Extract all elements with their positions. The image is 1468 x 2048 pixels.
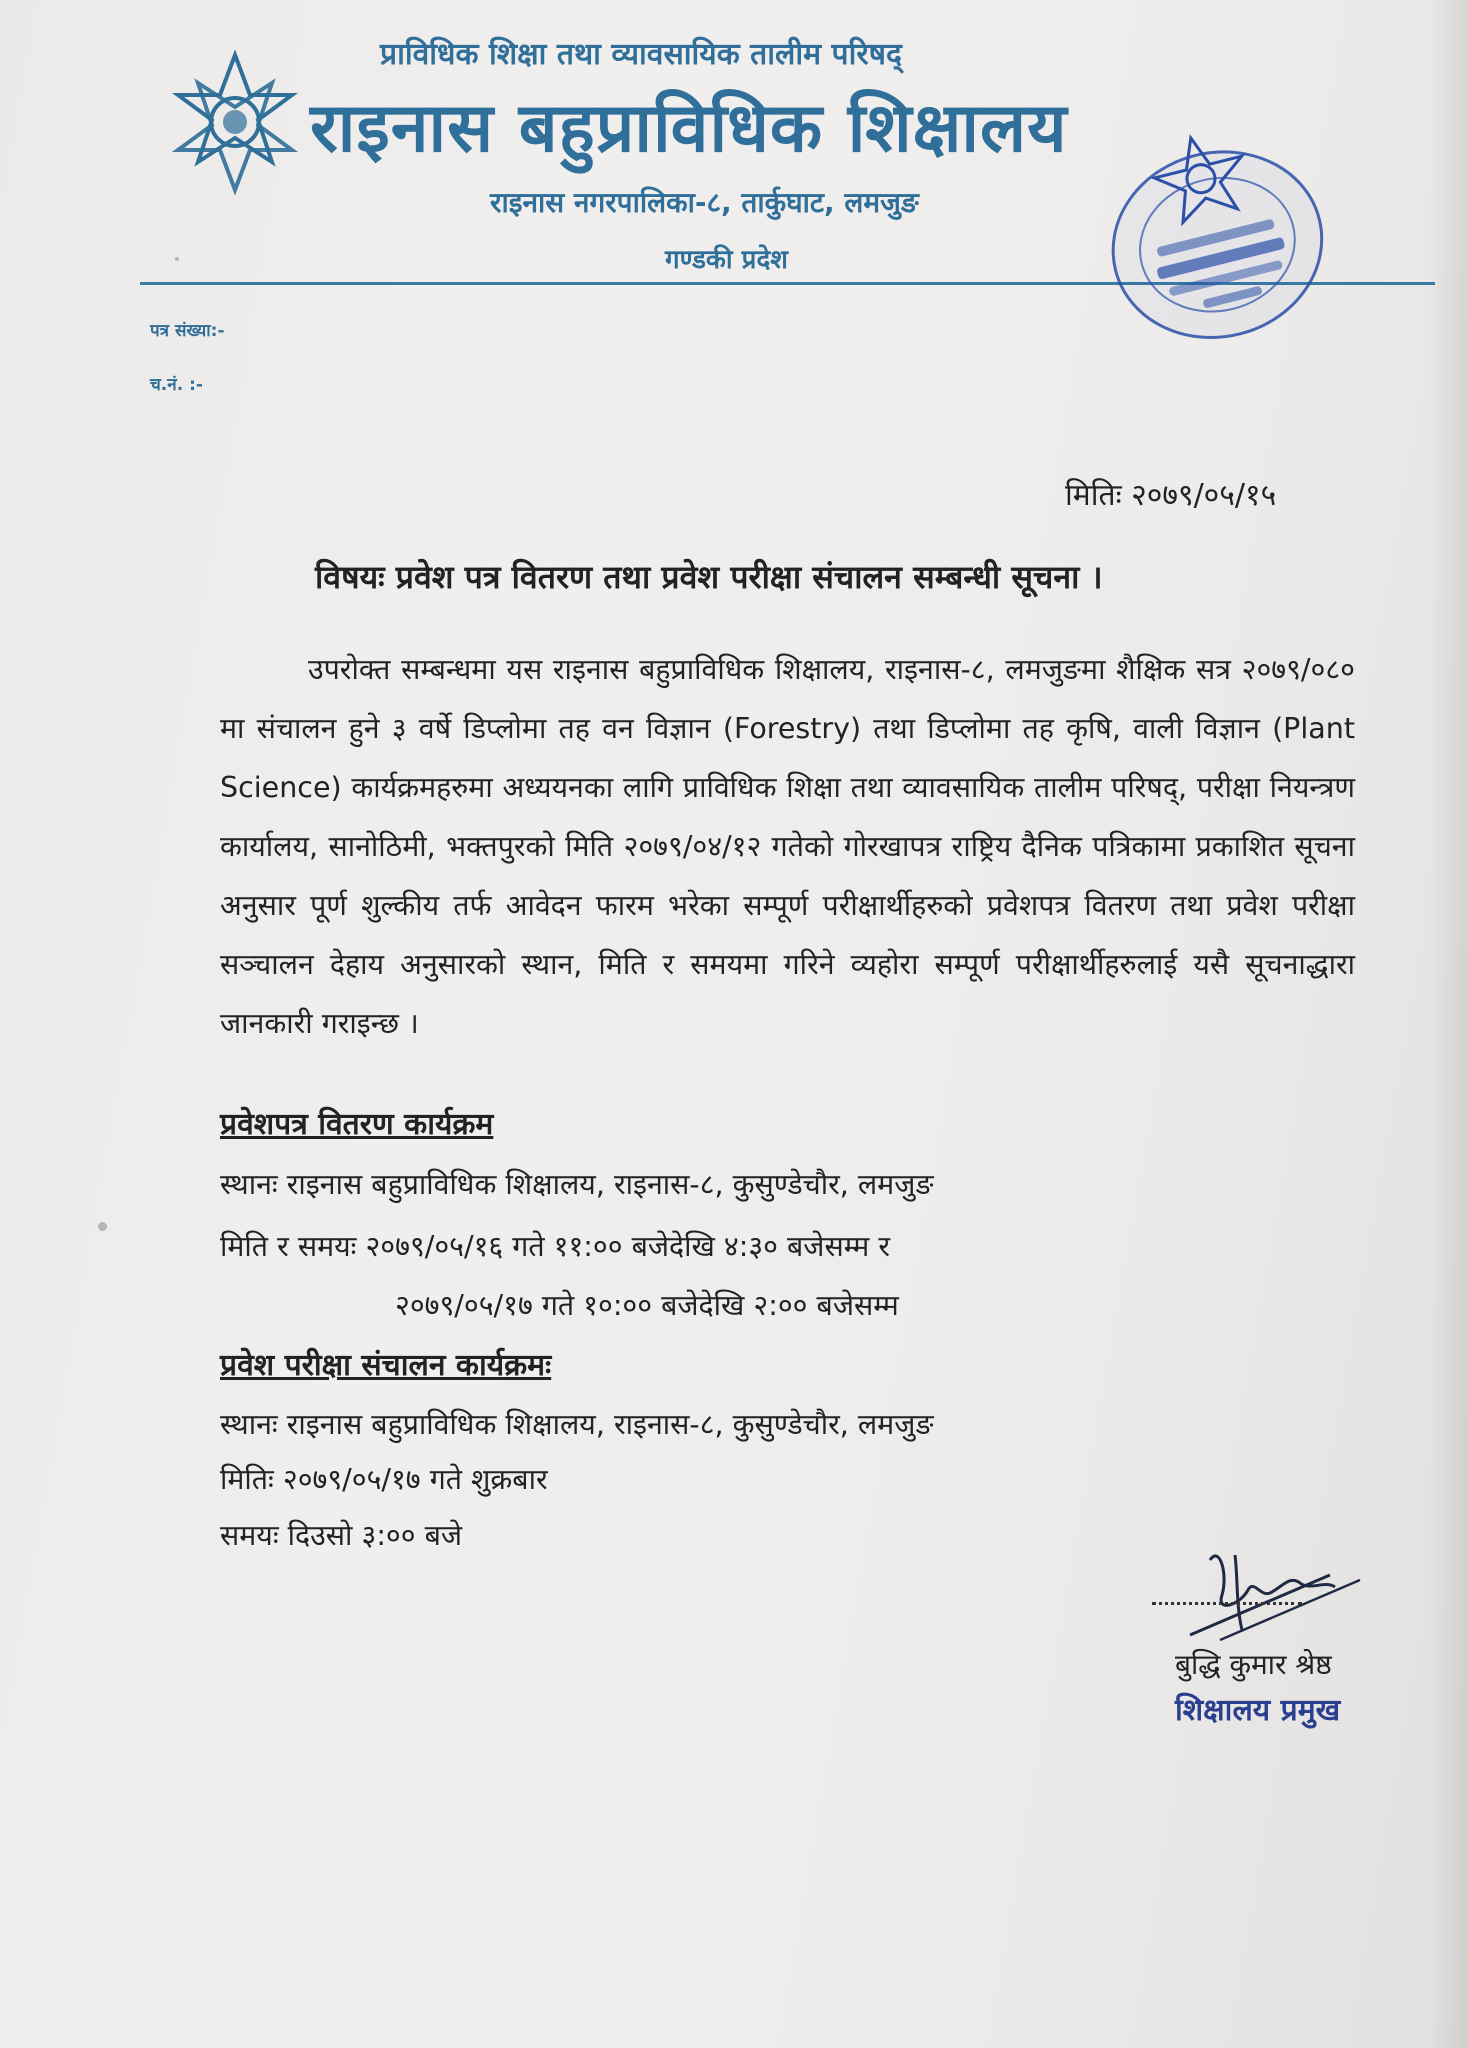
notice-body-text: उपरोक्त सम्बन्धमा यस राइनास बहुप्राविधिक शिक्षालय, राइनास-८, लमजुङमा शैक्षिक सत्र २०७९/०८० मा संचालन हुने ३ वर्षे डिप्लोमा तह वन विज्ञान (Forestry) तथा डिप्लोमा तह कृषि, वाली विज्ञान (Plant Science) कार्यक्रमहरुमा अध्ययनका लागि प्राविधिक शिक्षा तथा व्यावसायिक तालीम परिषद्, परीक्षा नियन्त्रण कार्यालय, सानोठिमी, भक्तपुरको मिति २०७९/०४/१२ गतेको गोरखापत्र राष्ट्रिय दैनिक पत्रिकामा प्रकाशित सूचना अनुसार पूर्ण शुल्कीय तर्फ आवेदन फारम भरेका सम्पूर्ण परीक्षार्थीहरुको प्रवेशपत्र वितरण तथा प्रवेश परीक्षा सञ्चालन देहाय अनुसारको स्थान, मिति र समयमा गरिने व्यहोरा सम्पूर्ण परीक्षार्थीहरुलाई यसै सूचनाद्धारा जानकारी गराइन्छ ।	[220, 653, 1355, 1040]
institution-stamp	[1095, 115, 1335, 355]
ink-speck	[175, 257, 179, 261]
exam-time: समयः दिउसो ३:०० बजे	[220, 1519, 463, 1552]
handwritten-signature	[1150, 1535, 1380, 1655]
letter-date: मितिः २०७९/०५/१५	[1065, 478, 1277, 513]
institute-address: राइनास नगरपालिका-८, तार्कुघाट, लमजुङ	[490, 186, 919, 219]
exam-heading: प्रवेश परीक्षा संचालन कार्यक्रमः	[220, 1348, 552, 1383]
signature-dotted-line	[1152, 1600, 1302, 1605]
admit-card-venue: स्थानः राइनास बहुप्राविधिक शिक्षालय, राइनास-८, कुसुण्डेचौर, लमजुङ	[220, 1168, 934, 1201]
ink-speck	[98, 1222, 107, 1231]
council-name: प्राविधिक शिक्षा तथा व्यावसायिक तालीम परिषद्	[380, 37, 902, 72]
page-edge-shadow	[1428, 0, 1468, 2048]
letter-number-label: पत्र संख्या:-	[150, 321, 225, 341]
dispatch-number-label: च.नं. :-	[150, 375, 203, 395]
province-name: गण्डकी प्रदेश	[665, 245, 788, 275]
signatory-title: शिक्षालय प्रमुख	[1175, 1693, 1341, 1728]
exam-date: मितिः २०७९/०५/१७ गते शुक्रबार	[220, 1463, 548, 1496]
emblem-icon	[170, 50, 300, 195]
admit-card-schedule-2: २०७९/०५/१७ गते १०:०० बजेदेखि २:०० बजेसम्म	[395, 1289, 899, 1322]
notice-subject: विषयः प्रवेश पत्र वितरण तथा प्रवेश परीक्षा संचालन सम्बन्धी सूचना ।	[315, 558, 1103, 596]
institute-name: राइनास बहुप्राविधिक शिक्षालय	[310, 89, 1068, 168]
admit-card-schedule-1: मिति र समयः २०७९/०५/१६ गते ११:०० बजेदेखि ४:३० बजेसम्म र	[220, 1230, 890, 1263]
notice-body	[220, 640, 1355, 1053]
exam-venue: स्थानः राइनास बहुप्राविधिक शिक्षालय, राइनास-८, कुसुण्डेचौर, लमजुङ	[220, 1408, 934, 1441]
admit-card-heading: प्रवेशपत्र वितरण कार्यक्रम	[220, 1107, 494, 1142]
signatory-name: बुद्धि कुमार श्रेष्ठ	[1175, 1648, 1332, 1681]
